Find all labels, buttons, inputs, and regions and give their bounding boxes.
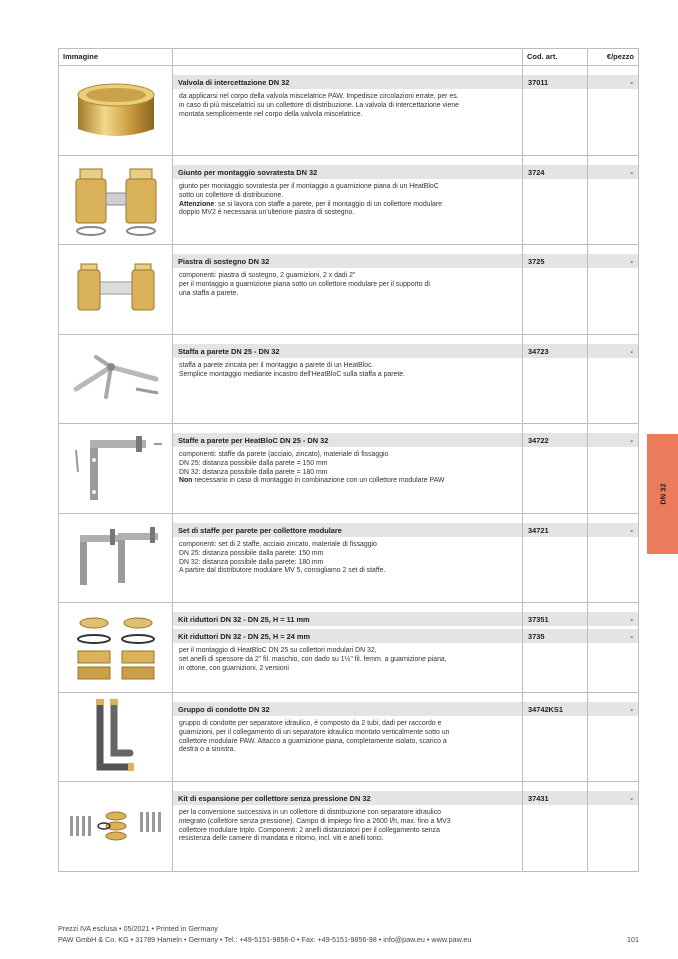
footer-line-1: Prezzi IVA esclusa • 05/2021 • Printed in Germany — [58, 924, 218, 933]
table-row — [59, 156, 638, 245]
price: - — [588, 523, 638, 537]
product-image-support-plate — [59, 245, 173, 334]
price: - — [588, 791, 638, 805]
product-title: Staffa a parete DN 25 - DN 32 — [173, 344, 522, 358]
price-variant: - — [588, 629, 638, 643]
table-row — [59, 693, 638, 782]
header-code: Cod. art. — [523, 49, 588, 65]
price: - — [588, 702, 638, 716]
product-title: Gruppo di condotte DN 32 — [173, 702, 522, 716]
product-image-expansion-kit — [59, 782, 173, 871]
table-row — [59, 603, 638, 693]
product-description: componenti: set di 2 staffe, acciaio zincato, materiale di fissaggio DN 25: distanza possibile dalla parete: 150 mm DN 32: distanza possibile dalla parete: 180 mm A partire dal distributore modulare MV 5, consigliamo 2 set di staffe. — [179, 541, 386, 575]
page-number: 101 — [627, 935, 639, 944]
product-description: componenti: staffe da parete (acciaio, zincato), materiale di fissaggio DN 25: distanza possibile dalla parete = 150 mm DN 32: distanza possibile dalla parete = 180 mm Non necessario in caso di montaggio in combinazione con un collettore modulare PAW — [179, 451, 445, 485]
footer-line-2: PAW GmbH & Co. KG • 31789 Hameln • Germany • Tel.: +49-5151-9856-0 • Fax: +49-5151-9856-98 • info@paw.eu • www.paw.eu — [58, 935, 472, 944]
article-code: 34722 — [523, 433, 587, 447]
product-title: Set di staffe per parete per collettore modulare — [173, 523, 522, 537]
article-code-variant: 3735 — [523, 629, 587, 643]
product-image-wall-brackets — [59, 424, 173, 513]
product-image-valve-ring — [59, 66, 173, 155]
product-description: per la conversione successiva in un collettore di distribuzione con separatore idraulico integrato (collettore senza pressione). Campo di impiego fino a 2600 l/h, max. fino a MV3 collettore modulare triplo. Componenti: 2 anelli distanziatori per il collegamento senza resistenza delle camere di mandata e ritorno, incl. viti e anelli torici. — [179, 809, 451, 843]
article-code: 3724 — [523, 165, 587, 179]
article-code: 34742KS1 — [523, 702, 587, 716]
product-description: gruppo di condotte per separatore idraulico, è composto da 2 tubi, dadi per raccordo e guarnizioni, per il collegamento di un separatore idraulico montato verticalmente sotto un collettore modulare PAW. Attacco a guarnizione piana, completamente isolato, scarico a destra o a sinistra. — [179, 720, 450, 754]
product-image-pipe-group — [59, 693, 173, 781]
table-row — [59, 335, 638, 424]
table-row — [59, 782, 638, 871]
product-image-bracket-set — [59, 514, 173, 602]
table-row — [59, 66, 638, 156]
product-description: staffa a parete zincata per il montaggio a parete di un HeatBloc. Semplice montaggio mediante incastro dell'HeatBloC sulla staffa a parete. — [179, 362, 406, 378]
product-title: Piastra di sostegno DN 32 — [173, 254, 522, 268]
product-image-reducer-kit — [59, 603, 173, 692]
product-title-variant: Kit riduttori DN 32 - DN 25, H = 24 mm — [173, 629, 522, 643]
header-price: €/pezzo — [606, 52, 634, 61]
header-image: Immagine — [59, 49, 173, 65]
product-image-wall-bracket — [59, 335, 173, 423]
product-title: Kit di espansione per collettore senza pressione DN 32 — [173, 791, 522, 805]
product-description: per il montaggio di HeatBloC DN 25 su collettori modulari DN 32, set anelli di spessore da 2" fil. maschio, con dado su 1½" fil. femm. a guarnizione piana, in ottone, con guarnizioni, 2 versioni — [179, 647, 447, 672]
product-description: componenti: piastra di sostegno, 2 guarnizioni, 2 x dadi 2" per il montaggio a guarnizione piana sotto un collettore modulare per il supporto di una staffa a parete. — [179, 272, 430, 297]
product-title: Kit riduttori DN 32 - DN 25, H = 11 mm — [173, 612, 522, 626]
article-code: 37431 — [523, 791, 587, 805]
product-description: giunto per montaggio sovratesta per il montaggio a guarnizione piana di un HeatBloC sotto un collettore di distribuzione. Attenzione: se si lavora con staffe a parete, per il montaggio di un collettore modulare doppio MV2 è necessaria un'ulteriore piastra di sostegno. — [179, 183, 442, 217]
product-title: Staffe a parete per HeatBloC DN 25 - DN 32 — [173, 433, 522, 447]
table-row — [59, 514, 638, 603]
product-table — [58, 48, 639, 872]
price: - — [588, 433, 638, 447]
article-code: 3725 — [523, 254, 587, 268]
table-row — [59, 424, 638, 514]
article-code: 37011 — [523, 75, 587, 89]
product-description: da applicarsi nel corpo della valvola miscelatrice PAW. Impedisce circolazioni errate, per es. in caso di più miscelatrici su un collettore di distribuzione. La valvola di intercettazione viene montata semplicemente nel corpo della valvola miscelatrice. — [179, 93, 459, 118]
price: - — [588, 344, 638, 358]
price: - — [588, 612, 638, 626]
price: - — [588, 165, 638, 179]
price: - — [588, 254, 638, 268]
header-description — [173, 49, 523, 65]
table-header — [59, 49, 638, 66]
article-code: 34721 — [523, 523, 587, 537]
product-title: Valvola di intercettazione DN 32 — [173, 75, 522, 89]
product-image-overhead-coupling — [59, 156, 173, 244]
product-title: Giunto per montaggio sovratesta DN 32 — [173, 165, 522, 179]
price: - — [588, 75, 638, 89]
article-code: 37351 — [523, 612, 587, 626]
section-side-tab — [647, 434, 678, 554]
article-code: 34723 — [523, 344, 587, 358]
table-row — [59, 245, 638, 335]
section-side-tab-label: DN 32 — [658, 483, 667, 505]
